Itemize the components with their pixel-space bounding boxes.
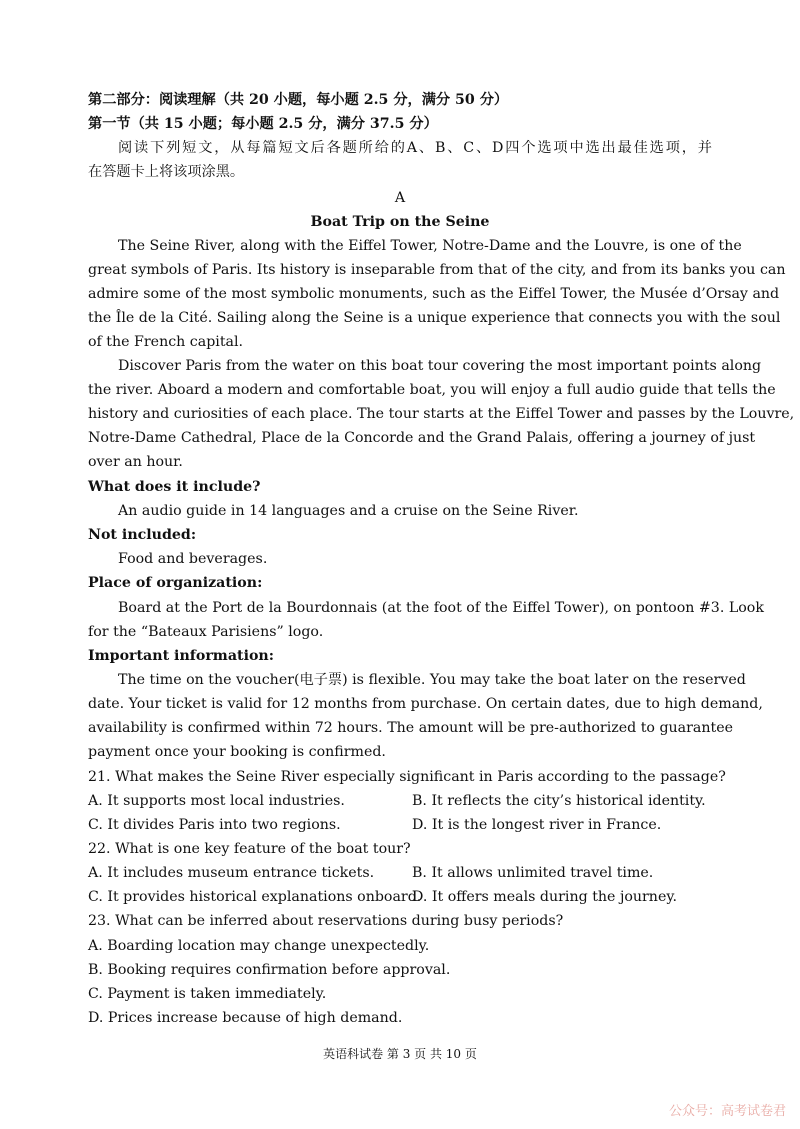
option-d: D. It offers meals during the journey.: [412, 889, 677, 905]
option-row: [88, 813, 712, 837]
passage-title: Boat Trip on the Seine: [310, 214, 490, 230]
option-row: [88, 885, 712, 909]
part-title: 第二部分：阅读理解（共 20 小题，每小题 2.5 分，满分 50 分）: [88, 92, 509, 108]
paragraph-2-line: Notre-Dame Cathedral, Place de la Concorde and the Grand Palais, offering a journey of just: [88, 430, 756, 446]
option-b: B. It allows unlimited travel time.: [412, 865, 654, 881]
place-line: for the “Bateaux Parisiens” logo.: [88, 624, 324, 640]
paragraph-1-line: admire some of the most symbolic monuments, such as the Eiffel Tower, the Musée d’Orsay and: [88, 286, 780, 302]
page-footer: 英语科试卷 第 3 页 共 10 页: [323, 1047, 477, 1061]
paragraph-2-line: the river. Aboard a modern and comfortable boat, you will enjoy a full audio guide that tells the: [88, 382, 776, 398]
instructions-line-2: 在答题卡上将该项涂黑。: [88, 164, 245, 180]
not-included-text: Food and beverages.: [118, 551, 268, 567]
paragraph-2-line: history and curiosities of each place. The tour starts at the Eiffel Tower and passes by the Louvre,: [88, 406, 795, 422]
option-c: C. It provides historical explanations onboard.: [88, 889, 422, 905]
heading-important: Important information:: [88, 648, 274, 664]
heading-not-included: Not included:: [88, 527, 197, 543]
option-d: D. It is the longest river in France.: [412, 817, 662, 833]
paragraph-1-line: great symbols of Paris. Its history is inseparable from that of the city, and from its banks you can: [88, 262, 786, 278]
important-line: availability is confirmed within 72 hours. The amount will be pre-authorized to guarantee: [88, 720, 734, 736]
place-line: Board at the Port de la Bourdonnais (at the foot of the Eiffel Tower), on pontoon #3. Look: [118, 600, 764, 616]
passage-letter: A: [394, 190, 406, 206]
option-a: A. It includes museum entrance tickets.: [88, 865, 375, 881]
watermark: 公众号：高考试卷君: [668, 1104, 786, 1119]
option-row: [88, 861, 712, 885]
question-stem: 23. What can be inferred about reservations during busy periods?: [88, 913, 564, 929]
option-row: [88, 789, 712, 813]
paragraph-1-line: The Seine River, along with the Eiffel Tower, Notre-Dame and the Louvre, is one of the: [118, 238, 742, 254]
important-line: The time on the voucher(电子票) is flexible. You may take the boat later on the reserved: [118, 672, 746, 688]
include-text: An audio guide in 14 languages and a cruise on the Seine River.: [118, 503, 579, 519]
heading-include: What does it include?: [88, 479, 261, 495]
paragraph-2-line: over an hour.: [88, 454, 183, 470]
important-line: payment once your booking is confirmed.: [88, 744, 386, 760]
paragraph-1-line: of the French capital.: [88, 334, 244, 350]
option-c: C. Payment is taken immediately.: [88, 986, 327, 1002]
option-c: C. It divides Paris into two regions.: [88, 817, 341, 833]
paragraph-2-line: Discover Paris from the water on this boat tour covering the most important points along: [118, 358, 762, 374]
option-a: A. It supports most local industries.: [88, 793, 345, 809]
question-stem: 22. What is one key feature of the boat tour?: [88, 841, 411, 857]
option-b: B. Booking requires confirmation before approval.: [88, 962, 451, 978]
paragraph-1-line: the Île de la Cité. Sailing along the Seine is a unique experience that connects you with the soul: [88, 310, 781, 326]
heading-place: Place of organization:: [88, 575, 263, 591]
option-a: A. Boarding location may change unexpectedly.: [88, 938, 430, 954]
section-title: 第一节（共 15 小题；每小题 2.5 分，满分 37.5 分）: [88, 116, 438, 132]
option-b: B. It reflects the city’s historical identity.: [412, 793, 706, 809]
question-stem: 21. What makes the Seine River especially significant in Paris according to the passage?: [88, 769, 726, 785]
important-line: date. Your ticket is valid for 12 months from purchase. On certain dates, due to high demand,: [88, 696, 763, 712]
instructions-line-1: 阅读下列短文，从每篇短文后各题所给的A、B、C、D四个选项中选出最佳选项，并: [118, 140, 712, 156]
option-d: D. Prices increase because of high demand.: [88, 1010, 403, 1026]
